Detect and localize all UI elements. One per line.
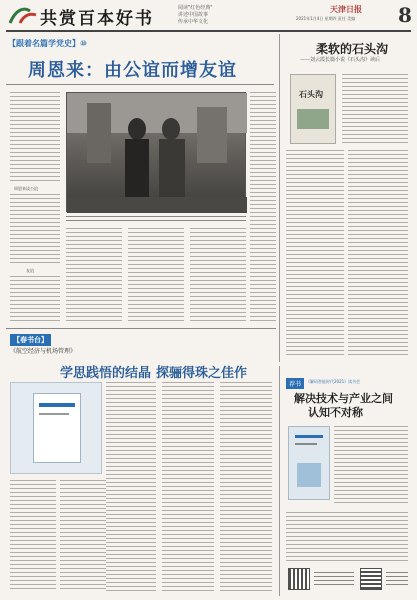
body-text: [342, 74, 408, 144]
review-subhead: ——刘云霞长篇小说《石头沟》读后: [300, 57, 381, 63]
vertical-divider: [279, 34, 280, 362]
nav-item: 传承中华文化: [178, 19, 209, 25]
body-text: [10, 480, 56, 592]
book-cover: [288, 426, 330, 500]
vertical-divider: [279, 366, 280, 596]
masthead-nav: [178, 5, 213, 26]
body-text: [162, 382, 214, 592]
review-headline: 柔软的石头沟: [316, 42, 389, 56]
qr-caption: [386, 572, 408, 586]
book-recommendation: [282, 366, 411, 596]
body-text: [286, 150, 344, 358]
masthead-logo-icon: [8, 5, 38, 25]
recommend-headline-1: 解决技术与产业之间: [294, 392, 393, 405]
body-text: [106, 382, 156, 592]
column-tag: 【春书台】: [10, 334, 51, 346]
section-rule: [6, 328, 276, 329]
headline-right: 探骊得珠之佳作: [156, 366, 248, 381]
body-text: [128, 228, 184, 324]
book-cover-title: 石头沟: [299, 89, 323, 99]
book-cover: [290, 74, 336, 144]
body-text: [334, 426, 408, 506]
qr-caption: [314, 572, 354, 586]
recommend-headline-2: 认知不对称: [308, 406, 363, 419]
column-tag: 【跟着名篇学党史】⑩: [8, 39, 87, 48]
headline-left: 学思践悟的结晶: [60, 366, 152, 381]
body-text: [286, 512, 408, 562]
qr-code-icon: [360, 568, 382, 590]
recommend-badge-sub: 《解码智能时代2021》读书会: [306, 379, 361, 384]
headline-rule: [6, 84, 274, 85]
book-image: [10, 382, 102, 474]
recommend-badge: 荐书: [286, 378, 304, 389]
historic-photo: [66, 92, 246, 212]
body-text: [10, 194, 60, 266]
nav-item: 讲述中国故事: [178, 12, 209, 18]
page-number: 8: [398, 3, 412, 27]
body-text: [10, 92, 60, 184]
subhead: 周恩来谈公谊: [14, 186, 38, 191]
masthead-paper-logo: 天津日报: [330, 4, 362, 14]
body-text: [250, 92, 276, 324]
section-title: 共赏百本好书: [40, 9, 154, 29]
qr-code-icon: [288, 568, 310, 590]
masthead-rule: [6, 30, 411, 32]
masthead: [0, 0, 417, 30]
body-text: [60, 480, 106, 592]
body-text: [66, 228, 122, 324]
body-text: [348, 150, 408, 358]
body-text: [10, 276, 60, 322]
nav-item: 阅读"红色经典": [178, 5, 213, 11]
kicker: 《航空经济与机场管理》: [10, 348, 77, 355]
book-review: [282, 34, 411, 362]
photo-caption: [66, 216, 246, 224]
top-article: [6, 34, 276, 324]
subhead: 友谊: [26, 268, 34, 273]
body-text: [220, 382, 272, 592]
mid-article: [6, 330, 276, 596]
headline: 周恩来：由公谊而增友谊: [28, 60, 237, 81]
body-text: [190, 228, 246, 324]
date-line: 2021年1月4日 星期四 责任 美编: [296, 16, 356, 21]
